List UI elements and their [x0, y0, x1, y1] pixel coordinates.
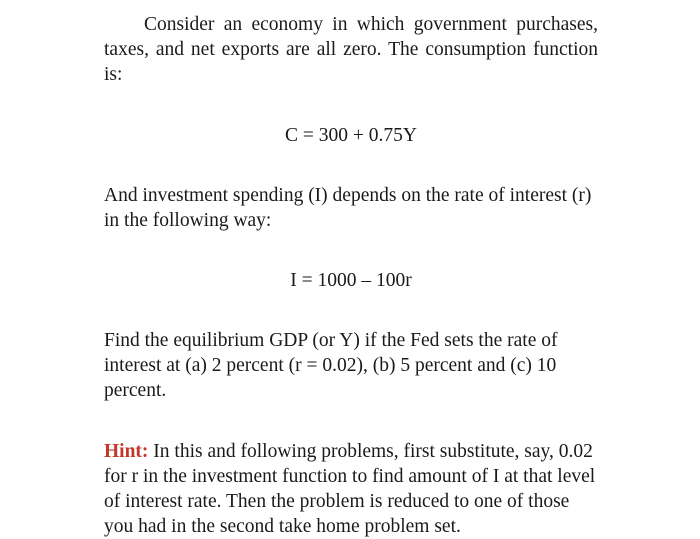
investment-intro-paragraph: And investment spending (I) depends on the rate of interest (r) in the following way: — [104, 185, 592, 231]
hint-paragraph — [104, 439, 598, 539]
hint-text: In this and following problems, first substitute, say, 0.02 for r in the investment function to find amount of I at that level of interest rate. Then the problem is reduced to one of those you had in the second take home problem set. — [104, 441, 596, 537]
question-paragraph: Find the equilibrium GDP (or Y) if the Fed sets the rate of interest at (a) 2 percent (r = 0.02), (b) 5 percent and (c) 10 percent. — [104, 330, 558, 401]
hint-label: Hint: — [104, 441, 149, 462]
consumption-equation: C = 300 + 0.75Y — [285, 125, 417, 146]
intro-paragraph: Consider an economy in which government purchases, taxes, and net exports are all zero. The consumption function is: — [104, 14, 598, 85]
problem-document — [104, 12, 598, 539]
investment-equation: I = 1000 – 100r — [290, 270, 412, 291]
